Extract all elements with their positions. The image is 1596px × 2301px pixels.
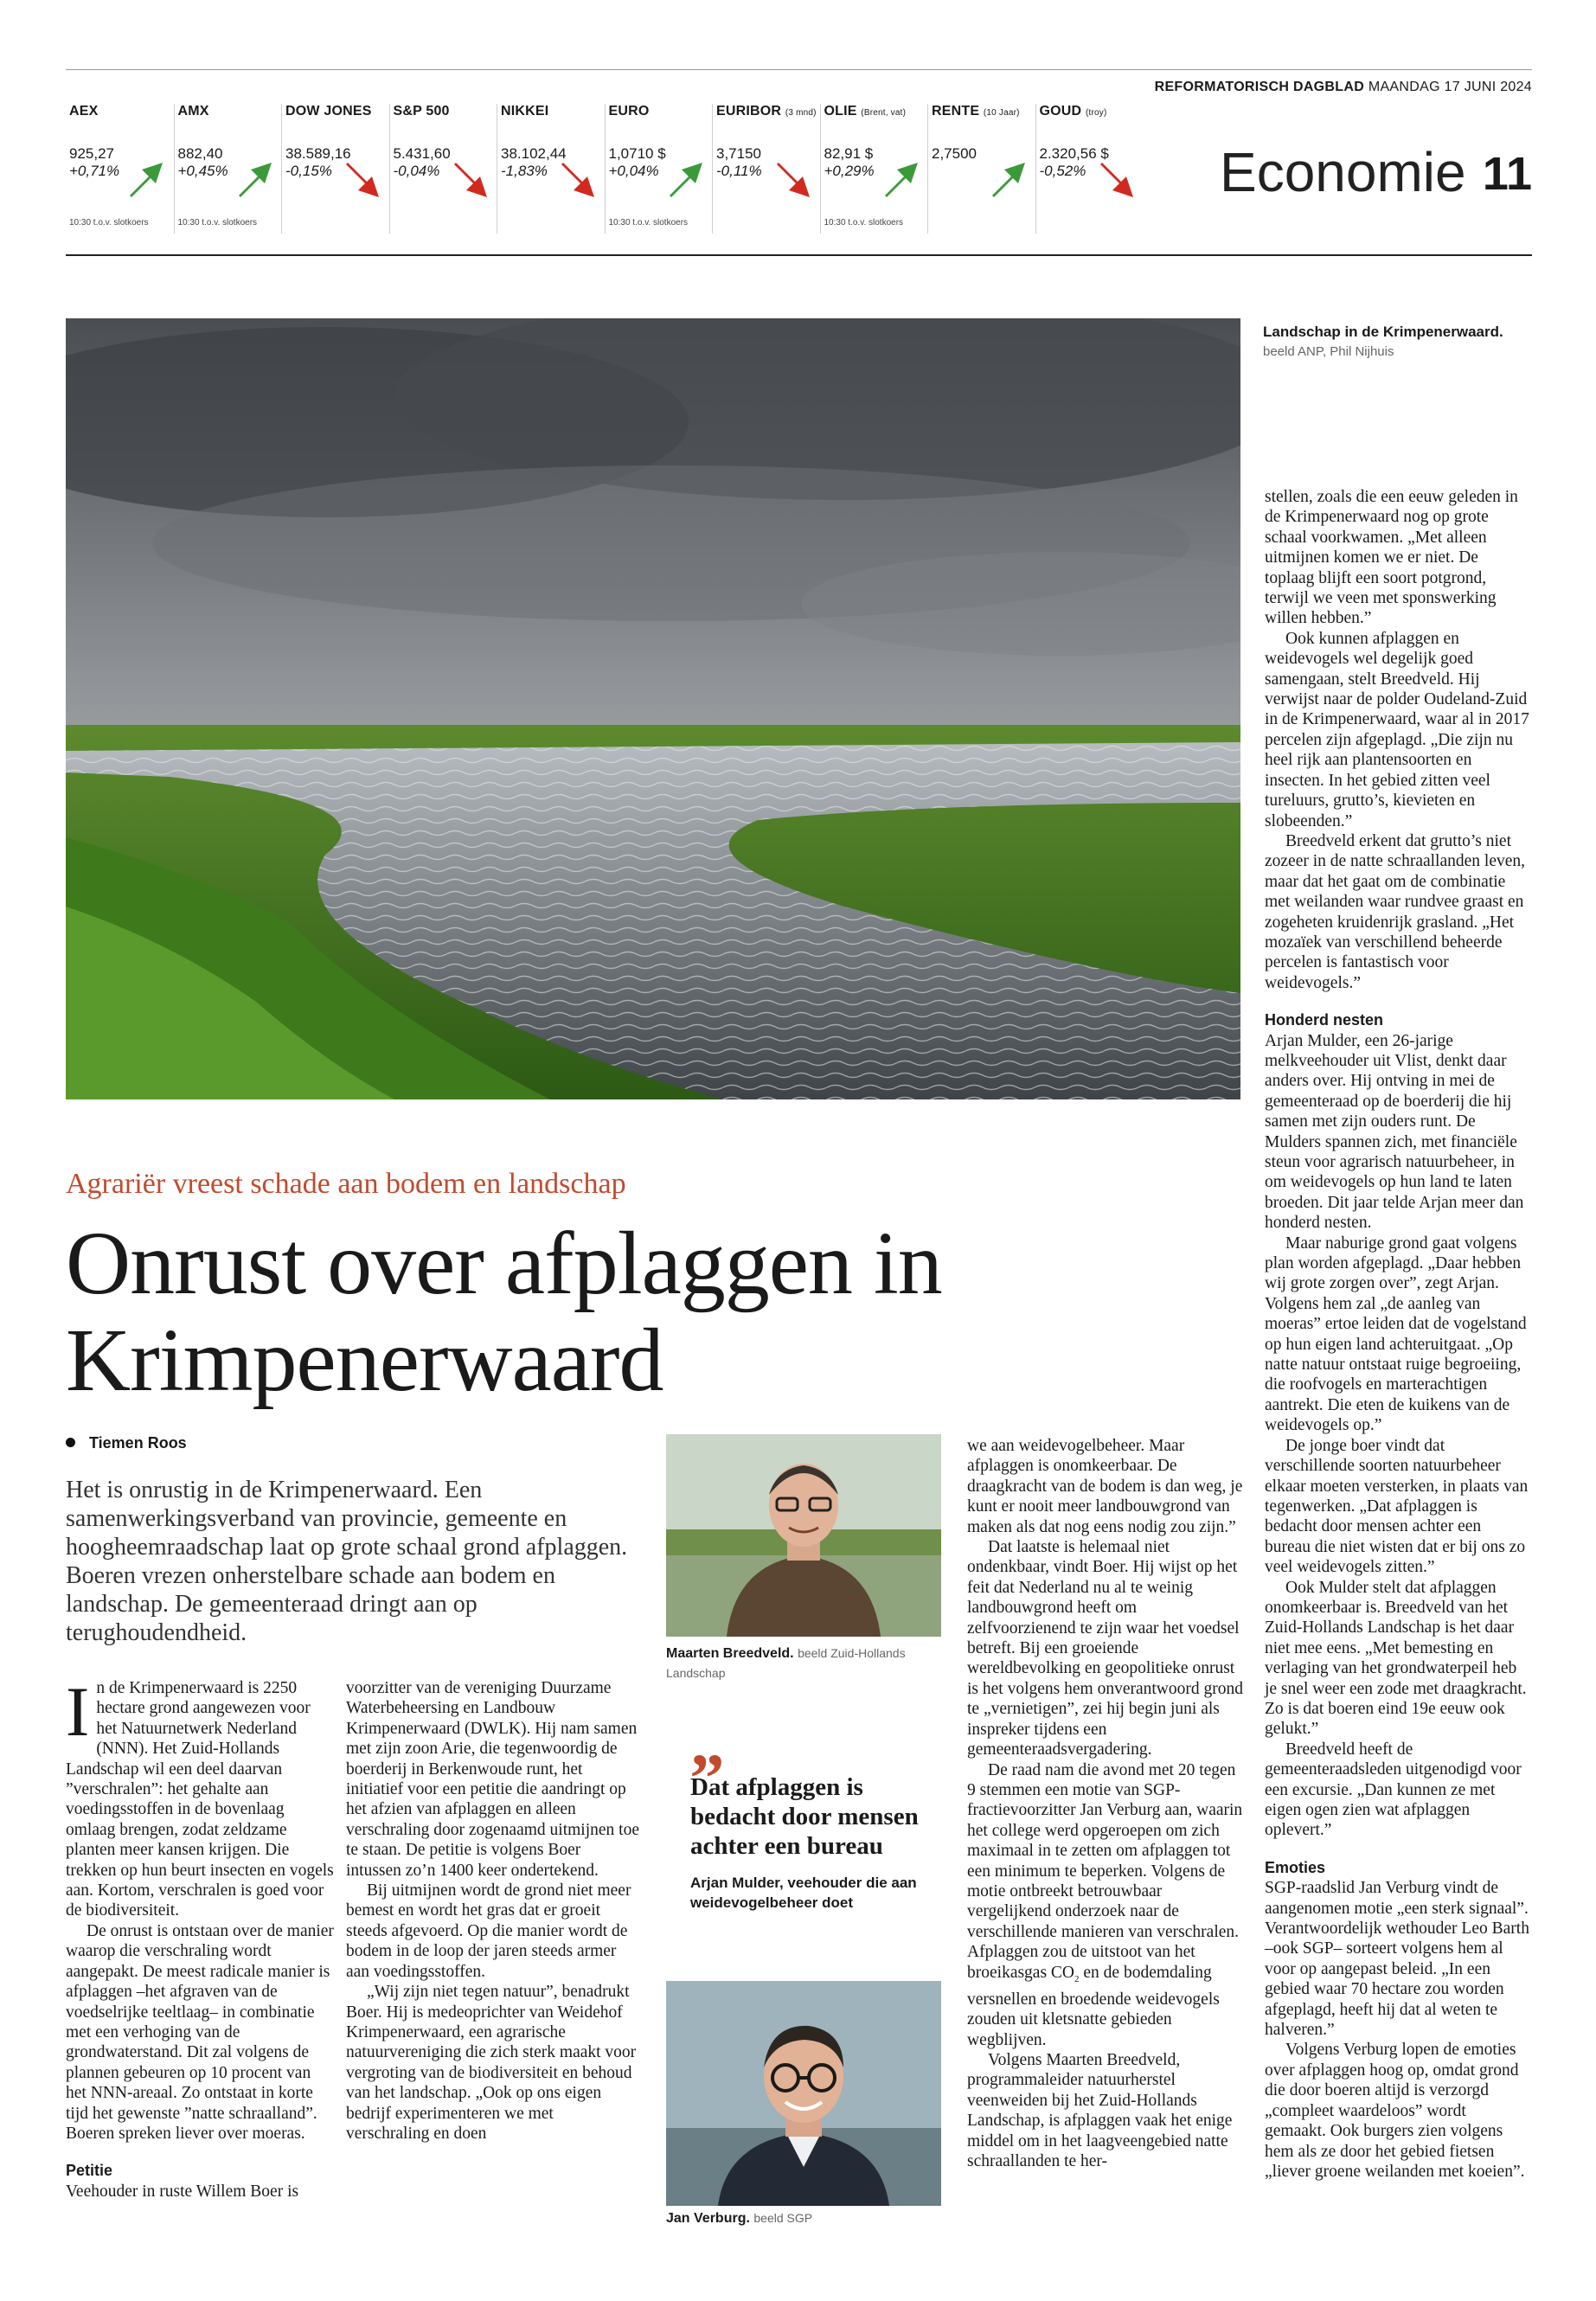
up-arrow-icon xyxy=(989,161,1027,199)
ticker-change: -0,11% xyxy=(716,163,762,179)
up-arrow-icon xyxy=(235,161,273,199)
ticker-item xyxy=(820,104,927,234)
column-1 xyxy=(66,1672,334,2202)
paragraph: n de Krimpenerwaard is 2250 hectare grond aangewezen voor het Natuurnetwerk Nederland (NNN). Het Zuid-Hollands Landschap wil een deel daarvan ”verschralen”: het gehalte aan voedingsstoffen in de bovenlaag omlaag brengen, zodat zeldzame planten meer kansen krijgen. Die trekken op hun beurt insecten en vogels aan. Kortom, verschralen is goed voor de biodiversiteit. xyxy=(66,1679,334,1920)
kicker: Agrariër vreest schade aan bodem en landschap xyxy=(66,1168,626,1200)
up-arrow-icon xyxy=(666,161,704,199)
down-arrow-icon xyxy=(451,161,489,199)
ticker-change: +0,04% xyxy=(608,163,659,179)
paragraph: De raad nam die avond met 20 tegen 9 stemmen een motie van SGP-fractievoorzitter Jan Verburg aan, waarin het college werd opgeroepen om zich maximaal in te zetten om afplaggen tot een minimum te beperken. Volgens de motie ontbreekt betrouwbaar vergelijkend onderzoek naar de verschillende manieren van verschralen. Afplaggen zou de uitstoot van het broeikasgas CO xyxy=(967,1760,1243,1982)
masthead xyxy=(1155,80,1532,95)
ticker-footnote: 10:30 t.o.v. slotkoers xyxy=(177,218,258,228)
column-2 xyxy=(346,1678,640,2144)
ticker-name: EURO xyxy=(608,104,650,119)
ticker-change: +0,29% xyxy=(824,163,875,179)
page-number: 11 xyxy=(1482,148,1532,200)
paper-name: REFORMATORISCH DAGBLAD xyxy=(1154,80,1365,94)
up-arrow-icon xyxy=(881,161,920,199)
ticker-value: 38.102,44 xyxy=(501,145,567,162)
ticker-change: -1,83% xyxy=(501,163,548,179)
section-title: Economie xyxy=(1220,141,1466,203)
paragraph: Maar naburige grond gaat volgens plan worden afgeplagd. „Daar hebben wij grote zorgen over”, zegt Arjan. Volgens hem zal „de aanleg van moeras” ertoe leiden dat de vogelstand op hun eigen land achteruitgaat. „Op natte natuur ontstaat ruige begroeiing, die roofvogels en marterachtigen aantrekt. Die eten de kuikens van de weidevogels op.” xyxy=(1265,1234,1527,1435)
paragraph: De jonge boer vindt dat verschillende soorten natuurbeheer elkaar moeten versterken, in plaats van tegenwerken. „Dat afplaggen is bedacht door mensen achter een bureau die niet wisten dat er bij ons zo veel weidevogels zitten.” xyxy=(1265,1436,1529,1577)
ticker-value: 1,0710 $ xyxy=(608,145,666,162)
photo-caption-title: Landschap in de Krimpenerwaard. xyxy=(1263,324,1503,340)
up-arrow-icon xyxy=(126,161,164,199)
paragraph: Volgens Maarten Breedveld, programmaleider natuurherstel veenweiden bij het Zuid-Hollands Landschap, is afplaggen vaak het enige middel om in het laagveengebied natte schraallanden te her- xyxy=(967,2051,1233,2171)
photo-credit: beeld ANP, Phil Nijhuis xyxy=(1263,344,1394,359)
top-rule xyxy=(66,69,1532,70)
paragraph: Arjan Mulder, een 26-jarige melkveehouder uit Vlist, denkt daar anders over. Hij ontving in mei de gemeenteraad op de boerderij die hij samen met zijn ouders runt. De Mulders spannen zich, met financiële steun voor agrarisch natuurbeheer, in om weidevogels op hun land te laten broeden. Dit jaar telde Arjan meer dan honderd nesten. xyxy=(1265,1031,1524,1233)
ticker-name: EURIBOR (3 mnd) xyxy=(716,104,817,119)
quote-text: Dat afplaggen is bedacht door mensen achter een bureau xyxy=(690,1773,919,1860)
ticker-value: 882,40 xyxy=(177,145,223,162)
ticker-value: 5.431,60 xyxy=(393,145,451,162)
portrait-breedveld xyxy=(666,1434,941,1637)
ticker-name: OLIE (Brent, vat) xyxy=(824,104,907,119)
ticker-item xyxy=(389,104,497,234)
ticker-change: -0,52% xyxy=(1039,163,1086,179)
down-arrow-icon xyxy=(773,161,811,199)
paragraph: Ook kunnen afplaggen en weidevogels wel degelijk goed samengaan, stelt Breedveld. Hij verwijst naar de polder Oudeland-Zuid in de Krimpenerwaard, waar al in 2017 percelen zijn afgeplagd. „Die zijn nu heel rijk aan plantensoorten en insecten. In het gebied zitten veel tureluurs, grutto’s, kievieten en slobeenden.” xyxy=(1265,629,1529,830)
down-arrow-icon xyxy=(343,161,381,199)
ticker-footnote: 10:30 t.o.v. slotkoers xyxy=(69,218,149,228)
ticker-value: 82,91 $ xyxy=(824,145,874,162)
ticker-item xyxy=(927,104,1035,234)
portrait-caption xyxy=(666,2211,812,2227)
ticker-footnote: 10:30 t.o.v. slotkoers xyxy=(824,218,904,228)
down-arrow-icon xyxy=(1097,161,1135,199)
ticker-value: 38.589,16 xyxy=(285,145,351,162)
issue-date: MAANDAG 17 JUNI 2024 xyxy=(1368,80,1532,94)
column-5 xyxy=(1265,487,1531,2182)
ticker-change: +0,71% xyxy=(69,163,120,179)
photo-caption xyxy=(1263,323,1505,362)
ticker-item xyxy=(497,104,604,234)
ticker-change: -0,04% xyxy=(393,163,440,179)
ticker-value: 2,7500 xyxy=(932,145,977,162)
paragraph: Breedveld heeft de gemeenteraadsleden uitgenodigd voor een excursie. „Dan kunnen ze met eigen ogen zien wat afplaggen oplevert.” xyxy=(1265,1740,1522,1840)
ticker-item xyxy=(712,104,819,234)
ticker-item xyxy=(174,104,281,234)
ticker-name: DOW JONES xyxy=(285,104,372,119)
subheading: Petitie xyxy=(66,2162,113,2180)
landscape-photo xyxy=(66,318,1240,1099)
headline: Onrust over afplaggen in Krimpenerwaard xyxy=(66,1214,942,1410)
header-rule xyxy=(66,254,1532,256)
ticker-item xyxy=(66,104,173,234)
ticker-value: 925,27 xyxy=(69,145,114,162)
subheading: Honderd nesten xyxy=(1265,1011,1384,1029)
paragraph: SGP-raadslid Jan Verburg vindt de aangenomen motie „een sterk signaal”. Verantwoordelijk wethouder Leo Barth –ook SGP– sorteert volgens hem al voor op aangepast beleid. „In een gebied waar 70 hectare zou worden afgeplagd, heeft hij dat al weten te halveren.” xyxy=(1265,1879,1529,2040)
market-ticker xyxy=(66,104,1109,234)
paragraph: Volgens Verburg lopen de emoties over afplaggen hoog op, omdat grond die door boeren altijd is verzorgd „compleet waardeloos” wordt gemaakt. Ook burgers zien volgens hem als ze door het gebied fietsen „liever groene weilanden met koeien”. xyxy=(1265,2041,1525,2181)
ticker-change: -0,15% xyxy=(285,163,332,179)
paragraph: stellen, zoals die een eeuw geleden in de Krimpenerwaard nog op grote schaal voorkwamen. „Met alleen uitmijnen komen we er niet. De toplaag blijft een soort potgrond, terwijl we veen met sponswerking willen hebben.” xyxy=(1265,488,1518,628)
paragraph: we aan weidevogelbeheer. Maar afplaggen is onomkeerbaar. De draagkracht van de bodem is dan weg, je kunt er nooit meer landbouwgrond van maken als dat nog eens nodig zou zijn.” xyxy=(967,1437,1243,1536)
ticker-name: RENTE (10 Jaar) xyxy=(932,104,1020,119)
caption-credit: beeld Zuid-Hollands Landschap xyxy=(666,1646,906,1680)
ticker-name: NIKKEI xyxy=(501,104,549,119)
paragraph: Dat laatste is helemaal niet ondenkbaar, vindt Boer. Hij wijst op het feit dat Nederland nu al te weinig landbouwgrond heeft om zelfvoorzienend te zijn waar het voedsel betreft. Bij een groeiende wereldbevolking en geopolitieke onrust is het volgens hem onverantwoord grond te „vernietigen”, zei hij begin juni als inspreker tijdens een gemeenteraadsvergadering. xyxy=(967,1538,1243,1759)
ticker-item xyxy=(1035,104,1143,234)
quote-attribution: Arjan Mulder, veehouder die aan weidevogelbeheer doet xyxy=(690,1875,917,1911)
paragraph: De onrust is ontstaan over de manier waarop die verschraling wordt aangepakt. De meest radicale manier is afplaggen –het afgraven van de voedselrijke teeltlaag– in combinatie met een verhoging van de grondwaterstand. Dit zal volgens de plannen gebeuren op 10 procent van het NNN-areaal. Zo ontstaat in korte tijd het gewenste ”natte schraalland”. Boeren spreken liever over moeras. xyxy=(66,1921,334,2143)
portrait-verburg xyxy=(666,1981,941,2206)
ticker-name: GOUD (troy) xyxy=(1039,104,1107,119)
ticker-change: +0,45% xyxy=(177,163,228,179)
paragraph: Ook Mulder stelt dat afplaggen onomkeerbaar is. Breedveld van het Zuid-Hollands Landschap is het daar niet mee eens. „Met bemesting en verlaging van het grondwaterpeil heb je snel weer een zode met draagkracht. Zo is dat boeren eind 19e eeuw ook gelukt.” xyxy=(1265,1578,1527,1739)
ticker-name: AMX xyxy=(177,104,209,119)
column-4: we aan weidevogelbeheer. Maar afplaggen is onomkeerbaar. De draagkracht van de bodem is dan weg, je kunt er nooit meer landbouwgrond van maken als dat nog eens nodig zou zijn.” Dat laatste is helemaal niet ondenkbaar, vindt Boer. Hij wijst op het feit dat Nederland nu al te weinig landbouwgrond heeft om zelfvoorzienend te zijn waar het voedsel betreft. Bij een groeiende wereldbevolking en geopolitieke onrust is het volgens hem onverantwoord grond te „vernietigen”, zei hij begin juni als inspreker tijdens een gemeenteraadsvergadering. De raad nam die avond met 20 tegen 9 stemmen een motie van SGP-fractievoorzitter Jan Verburg aan, waarin het college werd opgeroepen om zich maximaal in te zetten om afplaggen tot een minimum te beperken. Volgens de motie ontbreekt betrouwbaar vergelijkend onderzoek naar de verschillende manieren van verschralen. Afplaggen zou de uitstoot van het broeikasgas $CO_2$ en de bodemdaling versnellen en broedende weidevogels zouden uit kletsnatte gebieden wegblijven. Volgens Maarten Breedveld, programmaleider natuurherstel veenweiden bij het Zuid-Hollands Landschap, is afplaggen vaak het enige middel om in het laagveengebied natte schraallanden te her- xyxy=(967,1436,1246,2172)
caption-credit: beeld SGP xyxy=(753,2211,813,2225)
paragraph: en de bodemdaling versnellen en broedende weidevogels zouden uit kletsnatte gebieden wegblijven. xyxy=(967,1963,1220,2049)
ticker-item xyxy=(281,104,388,234)
paragraph: Veehouder in ruste Willem Boer is xyxy=(66,2182,299,2201)
ticker-name: AEX xyxy=(69,104,99,119)
paragraph: Breedveld erkent dat grutto’s niet zozeer in de natte schraallanden leven, maar dat het gaat om de combinatie met weilanden waar rundvee graast en zogeheten kruidenrijk grasland. „Het mozaïek van verschillend beheerde percelen is fantastisch voor weidevogels.” xyxy=(1265,831,1526,992)
ticker-footnote: 10:30 t.o.v. slotkoers xyxy=(608,218,689,228)
subheading: Emoties xyxy=(1265,1858,1326,1876)
portrait-caption xyxy=(666,1644,943,1683)
ticker-value: 2.320,56 $ xyxy=(1039,145,1109,162)
ticker-name: S&P 500 xyxy=(393,104,450,119)
quote-mark: „ xyxy=(690,1705,725,1781)
caption-name: Jan Verburg. xyxy=(666,2211,750,2226)
paragraph: voorzitter van de vereniging Duurzame Waterbeheersing en Landbouw Krimpenerwaard (DWLK). Hij nam samen met zijn zoon Arie, die tegenwoordig de boerderij in Berkenwoude runt, het initiatief voor een petitie die aandringt op het afzien van afplaggen en alleen verschraling door zogenaamd uitmijnen toe te staan. De petitie is volgens Boer intussen zo’n 1400 keer ondertekend. xyxy=(346,1679,639,1880)
paragraph: Bij uitmijnen wordt de grond niet meer bemest en wordt het gras dat er groeit steeds afgevoerd. Op die manier wordt de bodem in de loop der jaren steeds armer aan voedingsstoffen. xyxy=(346,1881,631,1981)
down-arrow-icon xyxy=(558,161,596,199)
ticker-value: 3,7150 xyxy=(716,145,761,162)
pull-quote xyxy=(690,1705,941,1913)
intro-paragraph: Het is onrustig in de Krimpenerwaard. Een samenwerkingsverband van provincie, gemeente en hoogheemraadschap laat op grote schaal grond afplaggen. Boeren vrezen onherstelbare schade aan bodem en landschap. De gemeenteraad dringt aan op terughoudendheid. xyxy=(66,1477,628,1646)
paragraph: „Wij zijn niet tegen natuur”, benadrukt Boer. Hij is medeoprichter van Weidehof Krimpenerwaard, een agrarische natuurvereniging die zich sterk maakt voor vergroting van de biodiversiteit en behoud van het landschap. „Ook op ons eigen bedrijf experimenteren we met verschraling en doen xyxy=(346,1983,637,2143)
drop-cap: I xyxy=(66,1672,90,1751)
caption-name: Maarten Breedveld. xyxy=(666,1646,794,1661)
ticker-item xyxy=(605,104,712,234)
byline: Tiemen Roos xyxy=(66,1434,187,1452)
